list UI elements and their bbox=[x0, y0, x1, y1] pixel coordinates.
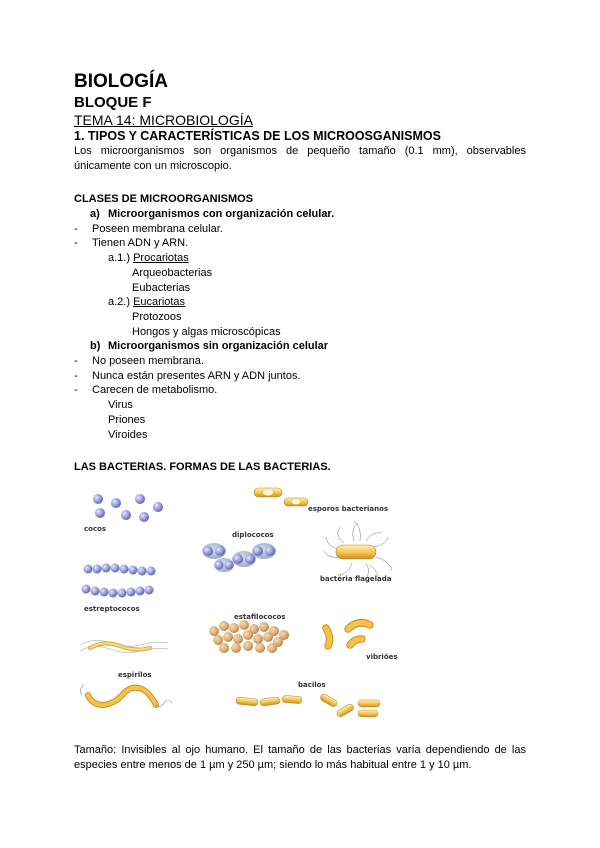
section1-intro: Los microorganismos son organismos de pequeño tamaño (0.1 mm), observables únicamente con un microscopio. bbox=[74, 145, 526, 172]
document-title: BIOLOGÍA bbox=[74, 71, 168, 92]
list-item: Viroides bbox=[108, 428, 148, 441]
block-heading: BLOQUE F bbox=[74, 94, 152, 111]
list-item: Priones bbox=[108, 413, 146, 426]
vibriones-illustration bbox=[326, 623, 370, 646]
label-vibriones: vibriões bbox=[366, 653, 398, 662]
list-item: Virus bbox=[108, 399, 133, 412]
class-a-bullet: - Tienen ADN y ARN. bbox=[74, 237, 189, 250]
label-flagelada: bactéria flagelada bbox=[320, 575, 392, 584]
class-a-bullet: - Poseen membrana celular. bbox=[74, 222, 223, 235]
label-cocos: cocos bbox=[84, 525, 107, 534]
list-item: Arqueobacterias bbox=[132, 266, 213, 279]
class-b-title: b) Microorganismos sin organización celular bbox=[90, 340, 329, 353]
classes-heading: CLASES DE MICROORGANISMOS bbox=[74, 193, 254, 205]
estafilococos-illustration bbox=[209, 620, 289, 653]
bacteria-heading: LAS BACTERIAS. FORMAS DE LAS BACTERIAS. bbox=[74, 461, 331, 474]
label-diplococos: diplococos bbox=[232, 531, 274, 540]
class-a-title: a) Microorganismos con organización celular. bbox=[90, 208, 335, 220]
class-b-bullet: - No poseen membrana. bbox=[74, 355, 204, 368]
list-item: Protozoos bbox=[132, 310, 182, 323]
eucariotas-heading: a.2.) Eucariotas bbox=[108, 296, 186, 309]
list-item: Eubacterias bbox=[132, 281, 191, 294]
diplococos-illustration bbox=[202, 543, 276, 572]
class-b-bullet: - Carecen de metabolismo. bbox=[74, 384, 218, 397]
label-espirilos: espirilos bbox=[118, 671, 152, 680]
procariotas-heading: a.1.) Procariotas bbox=[108, 252, 189, 265]
class-b-bullet: - Nunca están presentes ARN y ADN juntos. bbox=[74, 369, 301, 382]
label-esporos: esporos bacterianos bbox=[308, 505, 389, 514]
label-estafilococos: estafilococos bbox=[234, 613, 286, 622]
bacilos-illustration bbox=[236, 693, 380, 718]
estreptococos-illustration bbox=[82, 564, 156, 598]
list-item: Hongos y algas microscópicas bbox=[132, 325, 281, 338]
bacteria-size-text: Tamaño: Invisibles al ojo humano. El tamaño de las bacterias varía dependiendo de las especies entre menos de 1 µm y 250 µm; siendo lo más habitual entre 1 y 10 µm. bbox=[74, 744, 526, 772]
section1-heading: 1. TIPOS Y CARACTERÍSTICAS DE LOS MICROOSGANISMOS bbox=[74, 129, 441, 143]
document-page bbox=[74, 70, 526, 773]
label-estreptococos: estreptococos bbox=[84, 605, 140, 614]
label-bacilos: bacilos bbox=[298, 681, 326, 690]
topic-heading: TEMA 14: MICROBIOLOGÍA bbox=[74, 112, 253, 128]
bacteria-shapes-figure bbox=[74, 485, 404, 731]
flagellated-bacterium-illustration bbox=[324, 521, 392, 583]
esporos-illustration bbox=[254, 488, 308, 506]
cocos-illustration bbox=[93, 494, 163, 522]
